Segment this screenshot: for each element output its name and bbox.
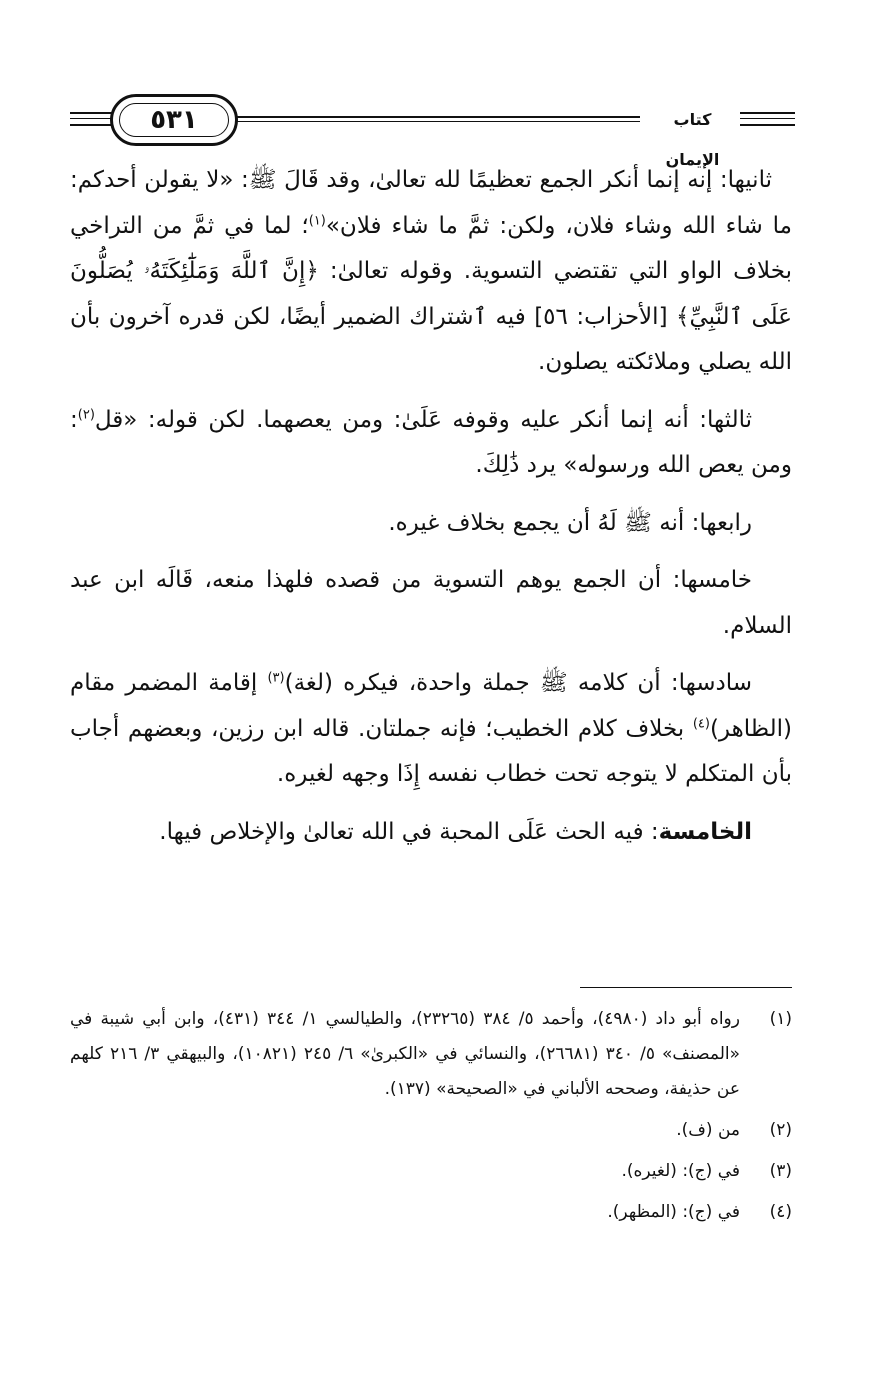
paragraph-text: خامسها: أن الجمع يوهم التسوية من قصده فلهذا منعه، قَالَه ابن عبد السلام. (70, 567, 792, 639)
paragraph-text: رابعها: أنه ﷺ لَهُ أن يجمع بخلاف غيره. (388, 509, 752, 536)
section-lead: الخامسة (658, 818, 752, 845)
page-number: ٥٣١ (150, 105, 198, 135)
footnote-text: في (ج): (المظهر). (607, 1202, 740, 1222)
footnote-text: من (ف). (676, 1120, 740, 1140)
paragraph-text: ثالثها: أنه إنما أنكر عليه وقوفه عَلَىٰ: ومن يعصهما. لكن قوله: «قل (94, 406, 752, 433)
footnote-text: رواه أبو داد (٤٩٨٠)، وأحمد ٥/ ٣٨٤ (٢٣٢٦٥)، والطيالسي ١/ ٣٤٤ (٤٣١)، وابن أبي شيبة في «المصنف» ٥/ ٣٤٠ (٢٦٦٨١)، والنسائي في «الكبرىٰ» ٦/ ٢٤٥ (١٠٨٢١)، والبيهقي ٣/ ٢١٦ كلهم عن حذيفة، وصححه الألباني في «الصحيحة» (١٣٧). (70, 1009, 741, 1099)
paragraph-text: سادسها: أن كلامه ﷺ جملة واحدة، فيكره (لغة) (284, 670, 752, 696)
paragraph-second-reason (70, 158, 792, 386)
footnote-marker: (٢) (77, 406, 95, 422)
paragraph-text: ثانيها: إنه إنما أنكر الجمع تعظيمًا لله تعالىٰ، وقد قَالَ ﷺ: «لا يقولن أحدكم: ما شاء الله وشاء فلان، ولكن: ثمَّ ما شاء فلان» (70, 167, 792, 239)
paragraph-sixth-reason (70, 661, 792, 798)
footnote (70, 1002, 792, 1107)
paragraph-text: ؛ لما في ثمَّ من التراخي بخلاف الواو التي تقتضي التسوية. وقوله تعالىٰ: ﴿إِنَّ ٱللَّهَ وَمَلَٰٓئِكَتَهُۥ يُصَلُّونَ عَلَى ٱلنَّبِيِّ﴾ [الأحزاب: ٥٦] فيه ٱشتراك الضمير أيضًا، لكن قدره آخرون بأن الله يصلي وملائكته يصلون. (70, 212, 792, 375)
footnotes (70, 1002, 792, 1236)
paragraph-text: : ومن يعص الله ورسوله» يرد ذَٰلِكَ. (70, 406, 792, 478)
footnote-separator (580, 987, 792, 988)
footnote-number: (١) (769, 1009, 792, 1029)
header-rule (740, 124, 795, 126)
footnote-marker: (٤) (692, 715, 710, 731)
header-rule (740, 118, 795, 119)
footnote-marker: (٣) (267, 670, 285, 686)
paragraph-third-reason (70, 398, 792, 489)
header-rule (740, 112, 795, 114)
footnote (70, 1154, 792, 1189)
footnote (70, 1113, 792, 1148)
footnote-marker: (١) (308, 212, 326, 228)
paragraph-text: : فيه الحث عَلَى المحبة في الله تعالىٰ والإخلاص فيها. (159, 818, 659, 845)
footnote-number: (٢) (769, 1120, 792, 1140)
paragraph-fifth-benefit (70, 810, 792, 856)
footnote-number: (٤) (769, 1202, 792, 1222)
page-number-frame (110, 94, 238, 146)
paragraph-fourth-reason (70, 501, 792, 547)
footnote-number: (٣) (769, 1161, 792, 1181)
running-title: كتاب الإيمان (645, 100, 740, 140)
paragraph-text: إقامة المضمر مقام (الظاهر) (70, 670, 792, 742)
header-rule (220, 116, 640, 118)
footnote-text: في (ج): (لغيره). (621, 1161, 740, 1181)
running-header (70, 86, 795, 169)
footnote (70, 1195, 792, 1230)
main-text (70, 158, 792, 867)
paragraph-text: بخلاف كلام الخطيب؛ فإنه جملتان. قاله ابن رزين، وبعضهم أجاب بأن المتكلم لا يتوجه تحت خطاب نفسه إِذَا وجهه لغيره. (70, 715, 792, 787)
header-rule (220, 121, 640, 122)
paragraph-fifth-reason (70, 558, 792, 649)
